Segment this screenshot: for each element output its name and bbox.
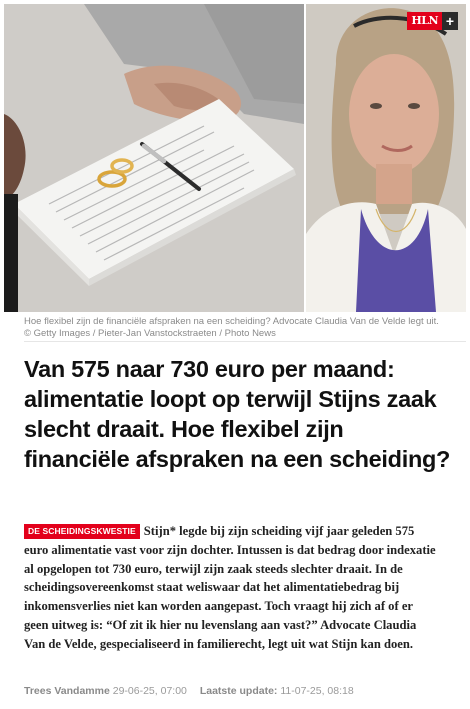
photo-divorce-documents (4, 4, 304, 312)
lead-text: Stijn* legde bij zijn scheiding vijf jaar geleden 575 euro alimentatie vast voor zijn dochter. Intussen is dat bedrag door indexatie al opgelopen tot 730 euro, terwijl zijn zaak steeds slechter draait. In de scheidingsovereenkomst staat weliswaar dat het alimentatiebedrag bij inkomensverlies niet kan worden aangepast. Toch vraagt hij zich af of er geen uitweg is: “Of zit ik hier nu levenslang aan vast?” Advocate Claudia Van de Velde, gespecialiseerd in familierecht, legt uit wat Stijn kan doen. (24, 524, 436, 651)
publish-date: 29-06-25, 07:00 (112, 685, 187, 697)
documents-illustration (4, 4, 304, 312)
author-name[interactable]: Trees Vandamme (24, 685, 110, 697)
plus-icon: + (442, 12, 458, 30)
image-caption: Hoe flexibel zijn de financiële afspraken na een scheiding? Advocate Claudia Van de Velde legt uit. © Getty Images / Pieter-Jan Vanstockstraeten / Photo News (24, 316, 439, 339)
article-lead (24, 522, 436, 654)
article-headline: Van 575 naar 730 euro per maand: alimentatie loopt op terwijl Stijns zaak slecht draait. Hoe flexibel zijn financiële afspraken na een scheiding? (24, 356, 451, 472)
portrait-illustration (306, 4, 466, 312)
photo-portrait-advocate (306, 4, 466, 312)
hln-logo-text: HLN (407, 12, 442, 30)
hln-plus-logo[interactable] (407, 12, 458, 30)
update-date: 11-07-25, 08:18 (280, 685, 354, 697)
article-meta (24, 685, 354, 697)
update-label: Laatste update: (199, 685, 278, 697)
category-tag[interactable]: DE SCHEIDINGSKWESTIE (24, 524, 140, 539)
hero-image (4, 4, 466, 312)
caption-divider (24, 341, 466, 342)
